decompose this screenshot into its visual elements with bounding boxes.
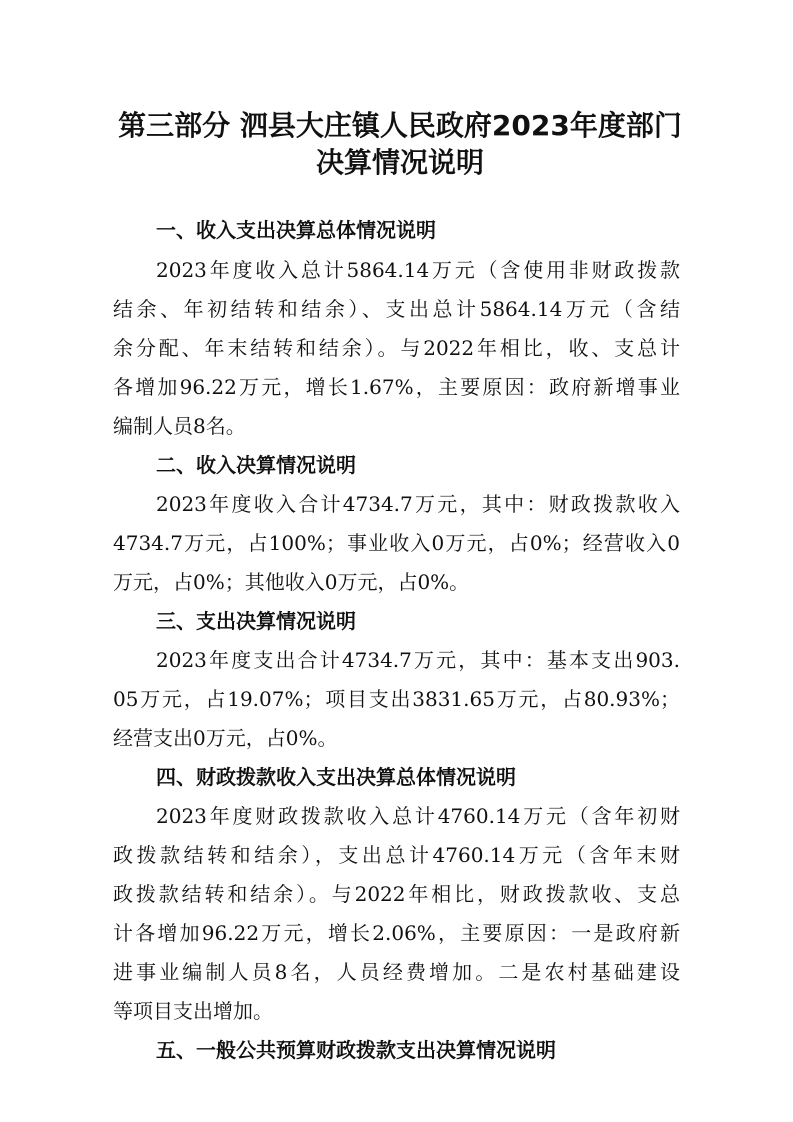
section-heading-income-expenditure-overview: 一、收入支出决算总体情况说明 xyxy=(156,218,436,242)
paragraph-line: 4734.7万元，占100%；事业收入0万元，占0%；经营收入0 xyxy=(113,531,680,555)
paragraph-line: 政拨款结转和结余），支出总计4760.14万元（含年末财 xyxy=(113,843,680,867)
section-heading-general-budget: 五、一般公共预算财政拨款支出决算情况说明 xyxy=(156,1038,556,1062)
paragraph-line: 余分配、年末结转和结余）。与2022年相比，收、支总计 xyxy=(113,336,680,360)
paragraph-line: 结余、年初结转和结余）、支出总计5864.14万元（含结 xyxy=(113,297,680,321)
page-title: 第三部分 泗县大庄镇人民政府2023年度部门 xyxy=(118,109,682,142)
paragraph-line: 政拨款结转和结余）。与2022年相比，财政拨款收、支总 xyxy=(113,882,680,906)
paragraph-line: 2023年度收入总计5864.14万元（含使用非财政拨款 xyxy=(156,258,680,282)
paragraph-line: 进事业编制人员8名，人员经费增加。二是农村基础建设 xyxy=(113,960,680,984)
paragraph-line: 2023年度财政拨款收入总计4760.14万元（含年初财 xyxy=(156,804,680,828)
section-heading-income: 二、收入决算情况说明 xyxy=(156,453,356,477)
paragraph-line: 计各增加96.22万元，增长2.06%，主要原因：一是政府新 xyxy=(113,921,680,945)
paragraph-line: 各增加96.22万元，增长1.67%，主要原因：政府新增事业 xyxy=(113,375,680,399)
section-heading-fiscal-appropriation-overview: 四、财政拨款收入支出决算总体情况说明 xyxy=(156,765,516,789)
paragraph-line: 2023年度支出合计4734.7万元，其中：基本支出903. xyxy=(156,648,680,672)
paragraph-line: 2023年度收入合计4734.7万元，其中：财政拨款收入 xyxy=(156,492,680,516)
paragraph-line: 编制人员8名。 xyxy=(113,414,246,438)
paragraph-line: 经营支出0万元，占0%。 xyxy=(113,726,338,750)
section-heading-expenditure: 三、支出决算情况说明 xyxy=(156,609,356,633)
paragraph-line: 万元，占0%；其他收入0万元，占0%。 xyxy=(113,570,470,594)
page-title-continued: 决算情况说明 xyxy=(315,146,484,179)
paragraph-line: 等项目支出增加。 xyxy=(113,999,273,1023)
paragraph-line: 05万元，占19.07%；项目支出3831.65万元，占80.93%； xyxy=(113,687,680,711)
